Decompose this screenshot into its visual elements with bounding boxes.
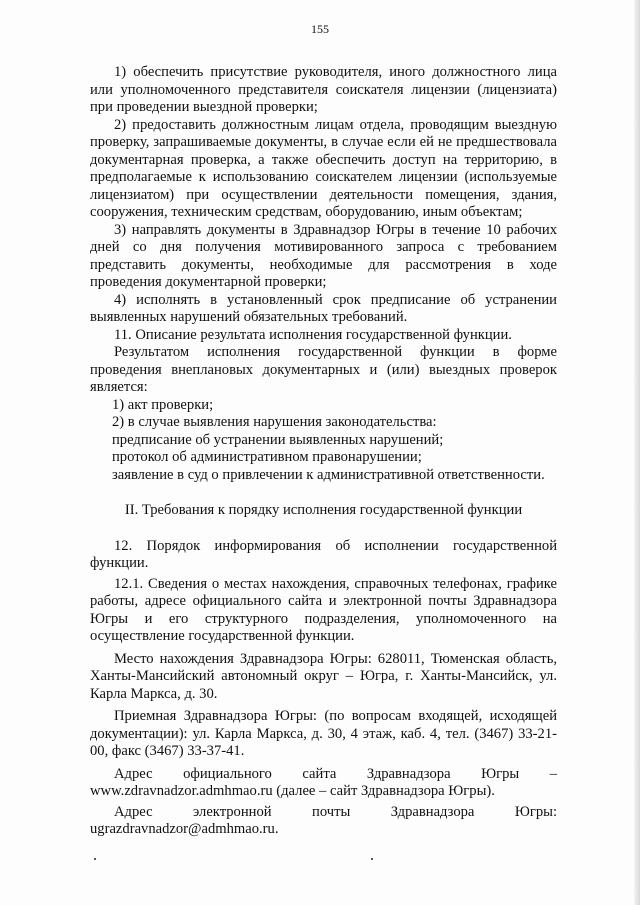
- result-list-item-5: заявление в суд о привлечении к административной ответственности.: [112, 466, 545, 483]
- paragraph-email: Адрес электронной почты Здравнадзора Югры: ugrazdravnadzor@admhmao.ru.: [90, 803, 557, 837]
- document-body: [90, 64, 557, 839]
- result-list-item-1: 1) акт проверки;: [112, 396, 214, 413]
- paragraph-item-11: 11. Описание результата исполнения государственной функции.: [114, 326, 512, 343]
- result-list-item-3: предписание об устранении выявленных нарушений;: [112, 431, 444, 448]
- section-title: II. Требования к порядку исполнения государственной функции: [124, 502, 523, 518]
- scan-dot-mark: [371, 858, 373, 860]
- paragraph-obligation-3: 3) направлять документы в Здравнадзор Югры в течение 10 рабочих дней со дня получения мотивированного запроса с требованием представить документы, необходимые для рассмотрения в ходе проведения документарной проверки;: [90, 221, 557, 290]
- scan-dot-mark: [94, 858, 96, 860]
- paragraph-result: Результатом исполнения государственной функции в форме проведения внеплановых документарных и (или) выездных проверок является:: [90, 344, 557, 395]
- paragraph-location: Место нахождения Здравнадзора Югры: 628011, Тюменская область, Ханты-Мансийский автономный округ – Югра, г. Ханты-Мансийск, ул. Карла Маркса, д. 30.: [90, 650, 557, 702]
- result-list-item-4: протокол об административном правонарушении;: [112, 449, 422, 465]
- paragraph-obligation-4: 4) исполнять в установленный срок предписание об устранении выявленных нарушений обязательных требований.: [90, 291, 557, 325]
- paragraph-item-12: 12. Порядок информирования об исполнении государственной функции.: [90, 537, 557, 571]
- paragraph-item-12-1: 12.1. Сведения о местах нахождения, справочных телефонах, графике работы, адресе официального сайта и электронной почты Здравнадзора Югры и его структурного подразделения, уполномоченного на осуществление государственной функции.: [90, 575, 557, 644]
- result-list-item-2: 2) в случае выявления нарушения законодательства:: [112, 414, 437, 430]
- page-number: 155: [311, 22, 329, 36]
- paragraph-obligation-2: 2) предоставить должностным лицам отдела, проводящим выездную проверку, запрашиваемые документы, в случае если ей не предшествовала документарная проверка, а также обеспечить доступ на территорию, в предполагаемые к использованию соискателем лицензии (используемые лицензиатом) при осуществлении деятельности помещения, здания, сооружения, техническим средствам, оборудованию, иным объектам;: [90, 116, 557, 220]
- paragraph-reception: Приемная Здравнадзора Югры: (по вопросам входящей, исходящей документации): ул. Карла Маркса, д. 30, 4 этаж, каб. 4, тел. (3467) 33-21-00, факс (3467) 33-37-41.: [90, 708, 557, 759]
- paragraph-website: Адрес официального сайта Здравнадзора Югры – www.zdravnadzor.admhmao.ru (далее – сайт Здравнадзора Югры).: [90, 765, 557, 799]
- page-edge-shadow: [634, 0, 640, 905]
- paragraph-obligation-1: 1) обеспечить присутствие руководителя, иного должностного лица или уполномоченного представителя соискателя лицензии (лицензиата) при проведении выездной проверки;: [90, 64, 557, 115]
